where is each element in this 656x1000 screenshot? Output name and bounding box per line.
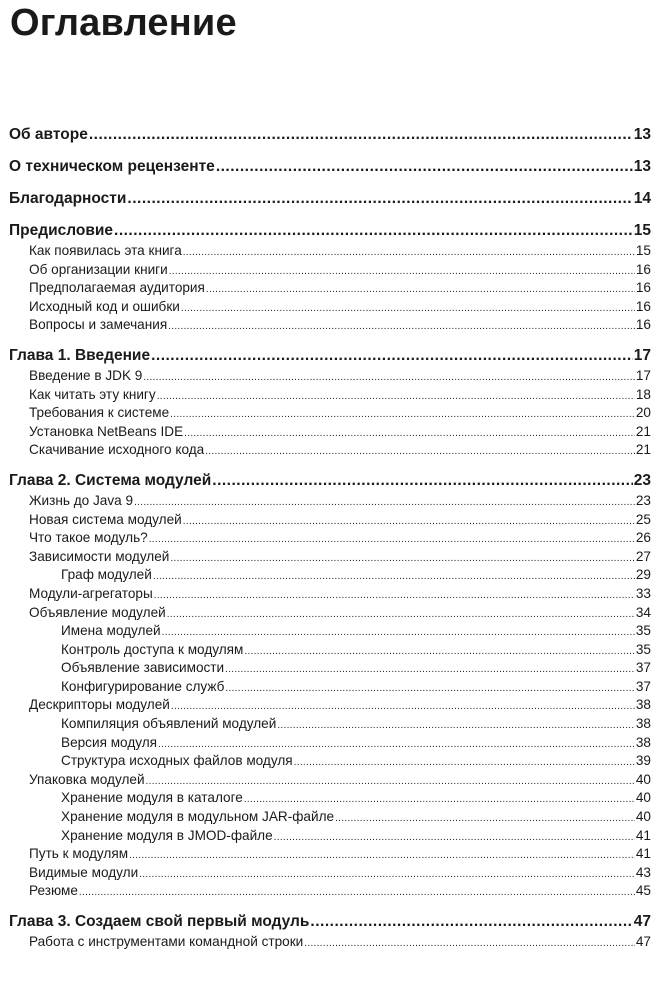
toc-section-entry[interactable] <box>9 864 651 883</box>
dot-leader <box>89 124 633 146</box>
toc-entry-label: Модули-агрегаторы <box>29 585 153 601</box>
dot-leader <box>216 156 633 178</box>
toc-group <box>9 220 651 335</box>
toc-section-entry[interactable] <box>9 261 651 280</box>
toc-entry-label: Введение в JDK 9 <box>29 367 143 383</box>
toc-chapter-entry[interactable] <box>9 220 651 242</box>
toc-page-number: 14 <box>633 190 651 207</box>
toc-page-number: 35 <box>635 623 651 639</box>
toc-page-number: 21 <box>635 423 651 439</box>
toc-section-entry[interactable] <box>9 511 651 530</box>
toc-page-number: 16 <box>635 261 651 277</box>
dot-leader <box>169 261 635 282</box>
dot-leader <box>170 548 634 569</box>
toc-entry-label: О техническом рецензенте <box>9 158 215 175</box>
toc-section-entry[interactable] <box>9 734 651 753</box>
toc-page-number: 47 <box>633 913 651 930</box>
toc-page-number: 41 <box>635 827 651 843</box>
dot-leader <box>162 622 635 643</box>
toc-section-entry[interactable] <box>9 529 651 548</box>
toc-entry-label: Вопросы и замечания <box>29 317 168 333</box>
toc-page-number: 17 <box>635 367 651 383</box>
toc-section-entry[interactable] <box>9 678 651 697</box>
toc-section-entry[interactable] <box>9 827 651 846</box>
toc-section-entry[interactable] <box>9 622 651 641</box>
toc-page-number: 20 <box>635 405 651 421</box>
toc-section-entry[interactable] <box>9 604 651 623</box>
toc-section-entry[interactable] <box>9 492 651 511</box>
toc-page-number: 37 <box>635 678 651 694</box>
toc-entry-label: Глава 2. Система модулей <box>9 471 212 489</box>
toc-entry-label: Новая система модулей <box>29 511 182 527</box>
toc-page-number: 16 <box>635 317 651 333</box>
dot-leader <box>157 386 635 407</box>
toc-entry-label: Резюме <box>29 883 78 899</box>
toc-page-number: 13 <box>633 126 651 143</box>
toc-section-entry[interactable] <box>9 752 651 771</box>
dot-leader <box>134 492 635 513</box>
dot-leader <box>171 696 635 717</box>
dot-leader <box>205 441 635 462</box>
toc-entry-label: Исходный код и ошибки <box>29 298 180 314</box>
toc-section-entry[interactable] <box>9 404 651 423</box>
toc-page-number: 26 <box>635 530 651 546</box>
dot-leader <box>274 827 635 848</box>
toc-section-entry[interactable] <box>9 316 651 335</box>
toc-entry-label: Контроль доступа к модулям <box>61 641 244 657</box>
toc-page-number: 23 <box>633 471 651 489</box>
dot-leader <box>304 933 635 954</box>
toc-entry-label: Видимые модули <box>29 864 139 880</box>
toc-entry-label: Глава 1. Введение <box>9 346 151 364</box>
toc-chapter-entry[interactable] <box>9 124 651 146</box>
toc-section-entry[interactable] <box>9 386 651 405</box>
toc-page-number: 34 <box>635 604 651 620</box>
toc-entry-label: Компиляция объявлений модулей <box>61 716 277 732</box>
toc-entry-label: Об организации книги <box>29 261 168 277</box>
toc-section-entry[interactable] <box>9 659 651 678</box>
toc-section-entry[interactable] <box>9 279 651 298</box>
dot-leader <box>310 911 632 933</box>
toc-section-entry[interactable] <box>9 771 651 790</box>
toc-page-number: 29 <box>635 567 651 583</box>
toc-page-number: 13 <box>633 158 651 175</box>
dot-leader <box>244 789 635 810</box>
page-title: Оглавление <box>10 2 237 44</box>
dot-leader <box>151 345 633 367</box>
toc-page-number: 40 <box>635 790 651 806</box>
toc-page-number: 17 <box>633 346 651 364</box>
dot-leader <box>206 279 635 300</box>
toc-entry-label: Требования к системе <box>29 405 170 421</box>
toc-entry-label: Глава 3. Создаем свой первый модуль <box>9 913 310 930</box>
toc-section-entry[interactable] <box>9 845 651 864</box>
toc-entry-label: Установка NetBeans IDE <box>29 423 184 439</box>
toc-entry-label: Хранение модуля в модульном JAR-файле <box>61 809 335 825</box>
dot-leader <box>168 316 635 337</box>
toc-entry-label: Благодарности <box>9 190 127 207</box>
dot-leader <box>183 242 635 263</box>
toc-entry-label: Хранение модуля в каталоге <box>61 790 243 806</box>
dot-leader <box>181 298 635 319</box>
toc-entry-label: Конфигурирование служб <box>61 678 225 694</box>
toc-section-entry[interactable] <box>9 242 651 261</box>
toc-entry-label: Зависимости модулей <box>29 548 170 564</box>
dot-leader <box>294 752 635 773</box>
toc-page-number: 40 <box>635 809 651 825</box>
dot-leader <box>129 845 635 866</box>
toc-page-number: 16 <box>635 298 651 314</box>
dot-leader <box>146 771 635 792</box>
toc-chapter-entry[interactable] <box>9 345 651 367</box>
toc-page-number: 37 <box>635 660 651 676</box>
toc-section-entry[interactable] <box>9 566 651 585</box>
table-of-contents <box>9 124 651 962</box>
dot-leader <box>158 734 635 755</box>
toc-page-number: 35 <box>635 641 651 657</box>
toc-page-number: 47 <box>635 934 651 949</box>
toc-section-entry[interactable] <box>9 882 651 901</box>
toc-page-number: 21 <box>635 442 651 458</box>
toc-page-number: 15 <box>635 243 651 258</box>
toc-chapter-entry[interactable] <box>9 911 651 933</box>
toc-entry-label: Объявление зависимости <box>61 660 225 676</box>
dot-leader <box>183 511 635 532</box>
dot-leader <box>114 220 633 242</box>
toc-entry-label: Имена модулей <box>61 623 161 639</box>
dot-leader <box>225 659 635 680</box>
toc-page-number: 38 <box>635 734 651 750</box>
toc-group <box>9 911 651 952</box>
dot-leader <box>170 404 635 425</box>
toc-page-number: 15 <box>633 222 651 239</box>
toc-page-number: 23 <box>635 492 651 508</box>
dot-leader <box>184 423 635 444</box>
dot-leader <box>139 864 635 885</box>
toc-page-number: 41 <box>635 846 651 862</box>
toc-group <box>9 470 651 901</box>
dot-leader <box>212 470 632 492</box>
toc-entry-label: Хранение модуля в JMOD-файле <box>61 827 273 843</box>
dot-leader <box>167 604 635 625</box>
toc-section-entry[interactable] <box>9 423 651 442</box>
toc-entry-label: Как читать эту книгу <box>29 386 156 402</box>
dot-leader <box>143 367 635 388</box>
toc-entry-label: Об авторе <box>9 126 88 143</box>
dot-leader <box>225 678 634 699</box>
toc-chapter-entry[interactable] <box>9 470 651 492</box>
toc-entry-label: Версия модуля <box>61 734 158 750</box>
toc-entry-label: Упаковка модулей <box>29 771 145 787</box>
toc-page-number: 25 <box>635 511 651 527</box>
dot-leader <box>277 715 635 736</box>
toc-page-number: 43 <box>635 864 651 880</box>
toc-entry-label: Работа с инструментами командной строки <box>29 934 304 949</box>
toc-entry-label: Дескрипторы модулей <box>29 697 170 713</box>
toc-group <box>9 345 651 460</box>
toc-page-number: 33 <box>635 585 651 601</box>
toc-section-entry[interactable] <box>9 298 651 317</box>
toc-section-entry[interactable] <box>9 641 651 660</box>
toc-section-entry[interactable] <box>9 548 651 567</box>
toc-section-entry[interactable] <box>9 367 651 386</box>
toc-chapter-entry[interactable] <box>9 188 651 210</box>
dot-leader <box>127 188 632 210</box>
dot-leader <box>149 529 635 550</box>
toc-page-number: 18 <box>635 386 651 402</box>
toc-entry-label: Как появилась эта книга <box>29 243 182 258</box>
toc-chapter-entry[interactable] <box>9 156 651 178</box>
toc-entry-label: Путь к модулям <box>29 846 129 862</box>
toc-entry-label: Граф модулей <box>61 567 152 583</box>
toc-page-number: 39 <box>635 753 651 769</box>
toc-section-entry[interactable] <box>9 808 651 827</box>
toc-page-number: 38 <box>635 697 651 713</box>
toc-page-number: 27 <box>635 548 651 564</box>
toc-entry-label: Предполагаемая аудитория <box>29 280 205 296</box>
toc-page-number: 16 <box>635 280 651 296</box>
toc-section-entry[interactable] <box>9 696 651 715</box>
dot-leader <box>79 882 635 903</box>
dot-leader <box>335 808 635 829</box>
dot-leader <box>244 641 634 662</box>
toc-section-entry[interactable] <box>9 441 651 460</box>
dot-leader <box>153 566 635 587</box>
toc-entry-label: Что такое модуль? <box>29 530 148 546</box>
toc-page-number: 45 <box>635 883 651 899</box>
toc-page-number: 40 <box>635 771 651 787</box>
toc-entry-label: Объявление модулей <box>29 604 166 620</box>
toc-entry-label: Структура исходных файлов модуля <box>61 753 293 769</box>
toc-entry-label: Скачивание исходного кода <box>29 442 205 458</box>
toc-entry-label: Жизнь до Java 9 <box>29 492 134 508</box>
toc-section-entry[interactable] <box>9 585 651 604</box>
dot-leader <box>154 585 635 606</box>
toc-entry-label: Предисловие <box>9 222 114 239</box>
toc-section-entry[interactable] <box>9 789 651 808</box>
toc-section-entry[interactable] <box>9 715 651 734</box>
toc-page-number: 38 <box>635 716 651 732</box>
toc-section-entry[interactable] <box>9 933 651 952</box>
